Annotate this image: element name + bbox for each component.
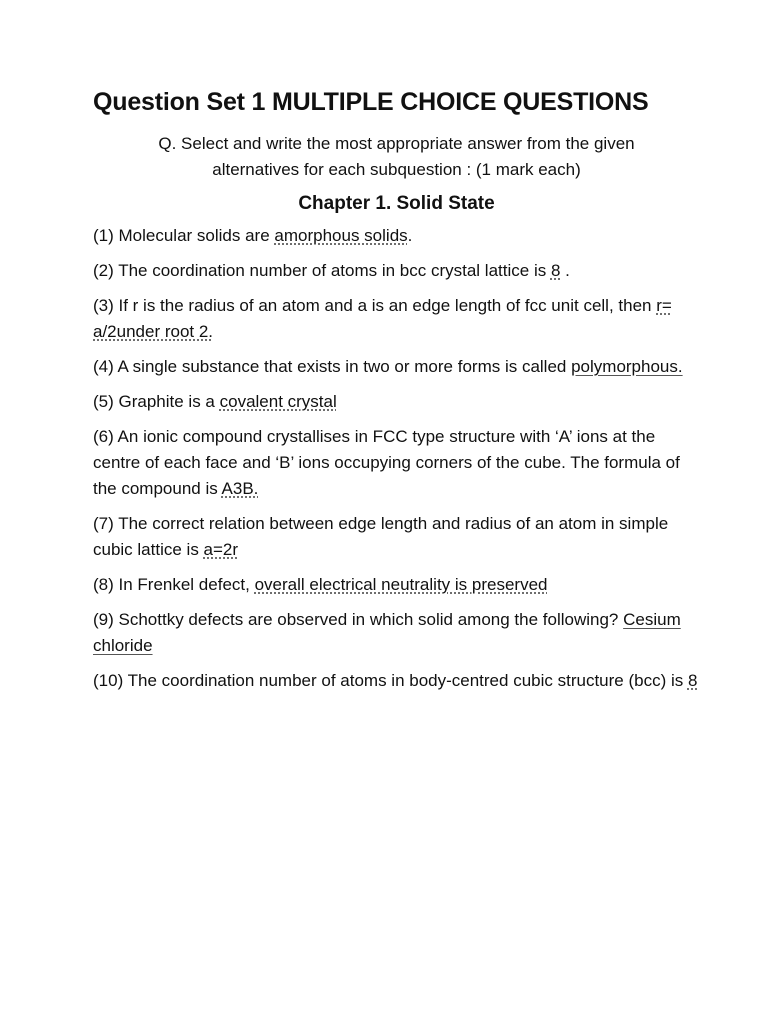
question-2-text: (2) The coordination number of atoms in bcc crystal lattice is: [93, 261, 551, 280]
question-10-answer: 8: [687, 671, 698, 690]
question-9-answer: Cesium chloride: [93, 610, 681, 655]
question-7-answer: a=2r: [203, 540, 239, 559]
question-5-answer: covalent crystal: [219, 392, 337, 411]
question-list: [93, 223, 700, 694]
question-3-answer: r= a/2under root 2.: [93, 296, 672, 341]
question-2-answer: 8: [550, 261, 561, 280]
question-6-answer: A3B.: [221, 479, 259, 498]
question-9-text: (9) Schottky defects are observed in which solid among the following?: [93, 610, 624, 629]
document-title: Question Set 1 MULTIPLE CHOICE QUESTIONS: [93, 88, 649, 116]
question-7: [93, 511, 700, 563]
instruction: [93, 131, 700, 183]
question-1-suffix: .: [407, 226, 413, 245]
question-4-text: (4) A single substance that exists in two or more forms is called: [93, 357, 572, 376]
question-4-answer: polymorphous.: [571, 357, 683, 376]
question-1: [93, 223, 700, 249]
question-2: [93, 258, 700, 284]
instruction-line-1: Q. Select and write the most appropriate answer from the given: [158, 134, 635, 153]
question-8-text: (8) In Frenkel defect,: [93, 575, 255, 594]
question-4: [93, 354, 700, 380]
chapter-heading: Chapter 1. Solid State: [298, 193, 495, 214]
question-6-text: (6) An ionic compound crystallises in FCC type structure with ‘A’ ions at the centre of each face and ‘B’ ions occupying corners of the cube. The formula of the compound is: [93, 427, 680, 498]
question-3: [93, 293, 700, 345]
instruction-line-2: alternatives for each subquestion : (1 mark each): [212, 160, 581, 179]
question-10: [93, 668, 700, 694]
question-10-text: (10) The coordination number of atoms in body-centred cubic structure (bcc) is: [93, 671, 688, 690]
question-1-answer: amorphous solids: [274, 226, 408, 245]
question-1-text: (1) Molecular solids are: [93, 226, 275, 245]
question-3-text: (3) If r is the radius of an atom and a is an edge length of fcc unit cell, then: [93, 296, 657, 315]
question-5-text: (5) Graphite is a: [93, 392, 220, 411]
question-6: [93, 424, 700, 502]
question-2-suffix: .: [560, 261, 570, 280]
question-5: [93, 389, 700, 415]
question-7-text: (7) The correct relation between edge length and radius of an atom in simple cubic lattice is: [93, 514, 669, 559]
question-8-answer: overall electrical neutrality is preserved: [254, 575, 548, 594]
question-9: [93, 607, 700, 659]
question-8: [93, 572, 700, 598]
